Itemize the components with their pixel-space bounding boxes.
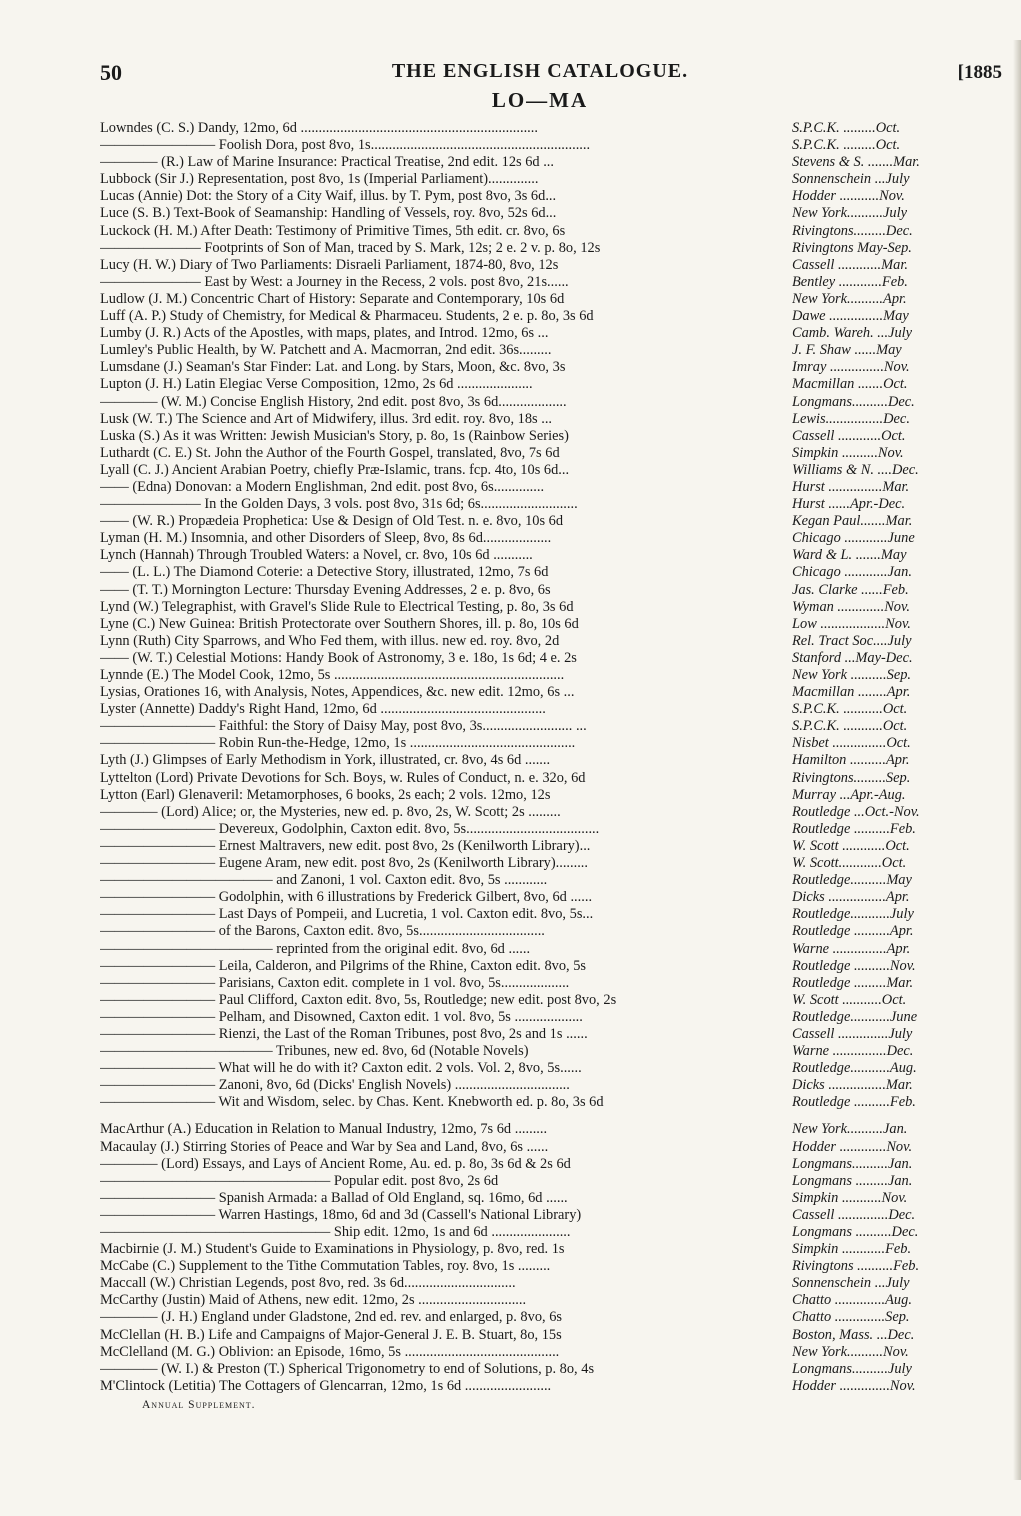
catalogue-entry: [100, 975, 980, 992]
entry-publisher-date: Hodder .............Nov.: [792, 1138, 913, 1155]
page-header: [100, 60, 1002, 88]
entry-description: ———————— Wit and Wisdom, selec. by Chas. Kent. Knebworth ed. p. 8o, 3s 6d: [100, 1094, 604, 1111]
entry-description: Luckock (H. M.) After Death: Testimony of Primitive Times, 5th edit. cr. 8vo, 6s: [100, 222, 566, 239]
entry-publisher-date: W. Scott............Oct.: [792, 855, 907, 872]
entry-description: Lyster (Annette) Daddy's Right Hand, 12mo, 6d ..............................................: [100, 701, 546, 718]
entry-publisher-date: Simpkin ..........Nov.: [792, 444, 904, 461]
entry-description: ——————— In the Golden Days, 3 vols. post 8vo, 31s 6d; 6s...........................: [100, 496, 578, 513]
entry-publisher-date: Macmillan ........Apr.: [792, 684, 911, 701]
catalogue-entry: [100, 359, 980, 376]
entry-description: McCarthy (Justin) Maid of Athens, new edit. 12mo, 2s ..............................: [100, 1292, 527, 1309]
entry-publisher-date: Longmans..........Dec.: [792, 393, 915, 410]
entry-publisher-date: Chicago ............June: [792, 530, 915, 547]
entry-description: ———————— Zanoni, 8vo, 6d (Dicks' English Novels) ................................: [100, 1077, 570, 1094]
entry-description: ———————— Parisians, Caxton edit. complete in 1 vol. 8vo, 5s...................: [100, 974, 570, 991]
entry-publisher-date: Simpkin ...........Nov.: [792, 1189, 908, 1206]
catalogue-entry: [100, 1344, 980, 1361]
catalogue-entry: [100, 240, 980, 257]
catalogue-entry: [100, 821, 980, 838]
catalogue-entry: [100, 308, 980, 325]
entry-description: ———————————— Tribunes, new ed. 8vo, 6d (Notable Novels): [100, 1043, 529, 1060]
entry-description: Lytton (Earl) Glenaveril: Metamorphoses, 6 books, 2s each; 2 vols. 12mo, 12s: [100, 786, 551, 803]
entry-list: [100, 120, 980, 1395]
entry-publisher-date: Low ..................Nov.: [792, 615, 911, 632]
entry-description: Lubbock (Sir J.) Representation, post 8vo, 1s (Imperial Parliament)..............: [100, 171, 539, 188]
entry-description: Lysias, Orationes 16, with Analysis, Notes, Appendices, &c. new edit. 12mo, 6s ...: [100, 684, 575, 701]
entry-description: ———————— Faithful: the Story of Daisy May, post 8vo, 3s......................... ...: [100, 718, 587, 735]
signature-mark: Annual Supplement.: [142, 1398, 256, 1411]
entry-description: M'Clintock (Letitia) The Cottagers of Glencarran, 12mo, 1s 6d ........................: [100, 1377, 552, 1394]
catalogue-entry: [100, 530, 980, 547]
catalogue-entry: [100, 188, 980, 205]
entry-publisher-date: Imray ...............Nov.: [792, 359, 910, 376]
catalogue-entry: [100, 1224, 980, 1241]
entry-description: McClellan (H. B.) Life and Campaigns of Major-General J. E. B. Stuart, 8o, 15s: [100, 1326, 562, 1343]
entry-description: Luff (A. P.) Study of Chemistry, for Medical & Pharmaceu. Students, 2 e. p. 8o, 3s 6d: [100, 308, 594, 325]
catalogue-entry: [100, 1094, 980, 1111]
entry-description: McCabe (C.) Supplement to the Tithe Commutation Tables, roy. 8vo, 1s .........: [100, 1258, 551, 1275]
entry-publisher-date: Dicks ................Apr.: [792, 889, 910, 906]
page-number: 50: [100, 60, 122, 85]
entry-description: ———————— Ernest Maltravers, new edit. post 8vo, 2s (Kenilworth Library)...: [100, 837, 591, 854]
entry-publisher-date: Dicks ................Mar.: [792, 1077, 913, 1094]
catalogue-entry: [100, 770, 980, 787]
catalogue-entry: [100, 1327, 980, 1344]
entry-description: ———— (J. H.) England under Gladstone, 2nd ed. rev. and enlarged, p. 8vo, 6s: [100, 1309, 563, 1326]
entry-description: ———————— What will he do with it? Caxton edit. 2 vols. Vol. 2, 8vo, 5s......: [100, 1060, 582, 1077]
entry-description: Lynn (Ruth) City Sparrows, and Who Fed them, with illus. new ed. roy. 8vo, 2d: [100, 632, 560, 649]
catalogue-entry: [100, 667, 980, 684]
entry-publisher-date: Rivingtons May-Sep.: [792, 239, 912, 256]
entry-publisher-date: Williams & N. ....Dec.: [792, 461, 919, 478]
entry-publisher-date: Routledge ...Oct.-Nov.: [792, 803, 920, 820]
catalogue-entry: [100, 923, 980, 940]
catalogue-entry: [100, 274, 980, 291]
entry-description: ———————— Spanish Armada: a Ballad of Old England, sq. 16mo, 6d ......: [100, 1189, 568, 1206]
entry-publisher-date: New York ..........Sep.: [792, 667, 911, 683]
entry-description: Maccall (W.) Christian Legends, post 8vo, red. 3s 6d...............................: [100, 1275, 516, 1292]
entry-publisher-date: Boston, Mass. ...Dec.: [792, 1326, 915, 1343]
entry-publisher-date: Routledge ..........Apr.: [792, 923, 914, 940]
entry-description: Lyman (H. M.) Insomnia, and other Disorders of Sleep, 8vo, 8s 6d...................: [100, 530, 552, 547]
entry-publisher-date: New York..........Jan.: [792, 1121, 908, 1138]
catalogue-entry: [100, 752, 980, 769]
catalogue-entry: [100, 547, 980, 564]
catalogue-entry: [100, 1043, 980, 1060]
catalogue-entry: [100, 1309, 980, 1326]
catalogue-entry: [100, 1361, 980, 1378]
entry-description: Ludlow (J. M.) Concentric Chart of History: Separate and Contemporary, 10s 6d: [100, 290, 565, 307]
entry-description: MacArthur (A.) Education in Relation to Manual Industry, 12mo, 7s 6d .........: [100, 1121, 548, 1138]
entry-description: Luska (S.) As it was Written: Jewish Musician's Story, p. 8o, 1s (Rainbow Series): [100, 427, 569, 444]
entry-description: McClelland (M. G.) Oblivion: an Episode, 16mo, 5s ...........................................: [100, 1343, 560, 1360]
entry-publisher-date: Sonnenschein ...July: [792, 1275, 910, 1292]
entry-publisher-date: Routledge ..........Feb.: [792, 820, 916, 837]
entry-publisher-date: Longmans..........July: [792, 1360, 912, 1377]
catalogue-entry: [100, 513, 980, 530]
entry-publisher-date: Routledge .........Mar.: [792, 974, 914, 991]
catalogue-entry: [100, 906, 980, 923]
catalogue-entry: [100, 257, 980, 274]
catalogue-entry: [100, 479, 980, 496]
catalogue-page: [100, 60, 1002, 1411]
entry-description: Lynd (W.) Telegraphist, with Gravel's Slide Rule to Electrical Testing, p. 8o, 3s 6d: [100, 598, 574, 615]
entry-publisher-date: Wyman .............Nov.: [792, 598, 910, 615]
entry-publisher-date: Routledge..........May: [792, 872, 912, 889]
entry-publisher-date: Hodder ...........Nov.: [792, 188, 905, 205]
catalogue-entry: [100, 718, 980, 735]
catalogue-entry: [100, 171, 980, 188]
entry-publisher-date: Macmillan .......Oct.: [792, 376, 908, 393]
catalogue-entry: [100, 342, 980, 359]
catalogue-entry: [100, 1060, 980, 1077]
catalogue-entry: [100, 291, 980, 308]
entry-publisher-date: Longmans..........Jan.: [792, 1155, 913, 1172]
entry-publisher-date: Warne ...............Dec.: [792, 1043, 914, 1060]
entry-description: Macaulay (J.) Stirring Stories of Peace and War by Sea and Land, 8vo, 6s ......: [100, 1138, 549, 1155]
entry-publisher-date: W. Scott ...........Oct.: [792, 991, 907, 1008]
catalogue-entry: [100, 1173, 980, 1190]
catalogue-entry: [100, 411, 980, 428]
catalogue-entry: [100, 701, 980, 718]
catalogue-entry: [100, 205, 980, 222]
entry-description: ———— (Lord) Alice; or, the Mysteries, new ed. p. 8vo, 2s, W. Scott; 2s .........: [100, 803, 561, 820]
catalogue-entry: [100, 1121, 980, 1138]
entry-description: ———————————— and Zanoni, 1 vol. Caxton edit. 8vo, 5s ............: [100, 872, 548, 889]
entry-publisher-date: Routledge...........June: [792, 1008, 918, 1025]
entry-description: ———————— Pelham, and Disowned, Caxton edit. 1 vol. 8vo, 5s ...................: [100, 1008, 583, 1025]
entry-description: ——————— Footprints of Son of Man, traced by S. Mark, 12s; 2 e. 2 v. p. 8o, 12s: [100, 239, 601, 256]
entry-description: Lyall (C. J.) Ancient Arabian Poetry, chiefly Præ-Islamic, trans. fcp. 4to, 10s 6d...: [100, 461, 570, 478]
catalogue-entry: [100, 633, 980, 650]
entry-publisher-date: W. Scott ............Oct.: [792, 837, 910, 854]
entry-description: ———————————— reprinted from the original edit. 8vo, 6d ......: [100, 940, 531, 957]
entry-description: Lowndes (C. S.) Dandy, 12mo, 6d ..................................................................: [100, 120, 538, 136]
catalogue-entry: [100, 958, 980, 975]
entry-description: —— (T. T.) Mornington Lecture: Thursday Evening Addresses, 2 e. p. 8vo, 6s: [100, 581, 551, 598]
entry-publisher-date: Murray ...Apr.-Aug.: [792, 786, 906, 803]
entry-description: Lumby (J. R.) Acts of the Apostles, with maps, plates, and Introd. 12mo, 6s ...: [100, 325, 549, 342]
entry-publisher-date: Hurst ......Apr.-Dec.: [792, 496, 906, 513]
entry-description: Lyth (J.) Glimpses of Early Methodism in York, illustrated, cr. 8vo, 4s 6d .......: [100, 752, 551, 769]
entry-publisher-date: Bentley ............Feb.: [792, 273, 908, 290]
entry-description: ———————— of the Barons, Caxton edit. 8vo, 5s...................................: [100, 923, 545, 940]
entry-description: Lumley's Public Health, by W. Patchett and A. Macmorran, 2nd edit. 36s.........: [100, 342, 552, 359]
catalogue-entry: [100, 855, 980, 872]
entry-publisher-date: Routledge ..........Nov.: [792, 957, 916, 974]
entry-publisher-date: Rel. Tract Soc....July: [792, 632, 912, 649]
entry-publisher-date: Routledge...........Aug.: [792, 1060, 917, 1077]
catalogue-entry: [100, 1009, 980, 1026]
entry-publisher-date: New York..........Apr.: [792, 290, 907, 307]
entry-publisher-date: Kegan Paul.......Mar.: [792, 513, 913, 530]
entry-description: ———————— Paul Clifford, Caxton edit. 8vo, 5s, Routledge; new edit. post 8vo, 2s: [100, 991, 617, 1008]
catalogue-entry: [100, 154, 980, 171]
entry-publisher-date: Chatto ..............Sep.: [792, 1309, 910, 1326]
catalogue-entry: [100, 616, 980, 633]
entry-description: ——————— East by West: a Journey in the Recess, 2 vols. post 8vo, 21s......: [100, 273, 569, 290]
entry-publisher-date: Hurst ...............Mar.: [792, 478, 910, 495]
catalogue-entry: [100, 599, 980, 616]
entry-publisher-date: Lewis................Dec.: [792, 410, 910, 427]
entry-description: Luce (S. B.) Text-Book of Seamanship: Handling of Vessels, roy. 8vo, 52s 6d...: [100, 205, 557, 222]
page-edge-shadow: [1013, 40, 1021, 1480]
entry-publisher-date: Chicago ............Jan.: [792, 564, 912, 581]
entry-description: —— (Edna) Donovan: a Modern Englishman, 2nd edit. post 8vo, 6s..............: [100, 478, 545, 495]
entry-description: Lucy (H. W.) Diary of Two Parliaments: Disraeli Parliament, 1874-80, 8vo, 12s: [100, 256, 559, 273]
entry-description: ———————— Last Days of Pompeii, and Lucretia, 1 vol. Caxton edit. 8vo, 5s...: [100, 906, 594, 923]
entry-publisher-date: New York..........Nov.: [792, 1343, 909, 1360]
entry-publisher-date: J. F. Shaw ......May: [792, 342, 902, 359]
catalogue-entry: [100, 137, 980, 154]
entry-publisher-date: New York..........July: [792, 205, 907, 222]
entry-publisher-date: Warne ...............Apr.: [792, 940, 911, 957]
entry-publisher-date: S.P.C.K. .........Oct.: [792, 137, 901, 154]
entry-publisher-date: Cassell ............Mar.: [792, 256, 908, 273]
catalogue-entry: [100, 120, 980, 137]
entry-description: ———————— Leila, Calderon, and Pilgrims of the Rhine, Caxton edit. 8vo, 5s: [100, 957, 587, 974]
entry-publisher-date: Cassell ............Oct.: [792, 427, 906, 444]
catalogue-entry: [100, 394, 980, 411]
entry-description: Lusk (W. T.) The Science and Art of Midwifery, illus. 3rd edit. roy. 8vo, 18s ...: [100, 410, 553, 427]
catalogue-entry: [100, 223, 980, 240]
entry-publisher-date: Hamilton ..........Apr.: [792, 752, 910, 769]
catalogue-entry: [100, 582, 980, 599]
entry-publisher-date: Chatto ..............Aug.: [792, 1292, 912, 1309]
entry-publisher-date: Stanford ...May-Dec.: [792, 649, 913, 666]
entry-publisher-date: Rivingtons.........Sep.: [792, 769, 911, 786]
entry-publisher-date: Ward & L. .......May: [792, 547, 907, 564]
catalogue-entry: [100, 462, 980, 479]
entry-description: ———————— Godolphin, with 6 illustrations by Frederick Gilbert, 8vo, 6d ......: [100, 889, 593, 906]
entry-publisher-date: Camb. Wareh. ...July: [792, 325, 913, 342]
catalogue-entry: [100, 496, 980, 513]
catalogue-entry: [100, 1026, 980, 1043]
entry-description: Lyttelton (Lord) Private Devotions for Sch. Boys, w. Rules of Conduct, n. e. 32o, 6d: [100, 769, 586, 786]
catalogue-entry: [100, 650, 980, 667]
entry-publisher-date: Dawe ...............May: [792, 308, 909, 325]
entry-description: ———————— Foolish Dora, post 8vo, 1s.............................................................: [100, 137, 591, 154]
entry-description: ———————— Devereux, Godolphin, Caxton edit. 8vo, 5s.....................................: [100, 820, 600, 837]
entry-description: —— (W. R.) Propædeia Prophetica: Use & Design of Old Test. n. e. 8vo, 10s 6d: [100, 513, 564, 530]
entry-description: Lynnde (E.) The Model Cook, 12mo, 5s ................................................................: [100, 667, 565, 683]
entry-description: —— (W. T.) Celestial Motions: Handy Book of Astronomy, 3 e. 18o, 1s 6d; 4 e. 2s: [100, 649, 577, 666]
page-title: THE ENGLISH CATALOGUE.: [391, 60, 689, 82]
entry-description: Luthardt (C. E.) St. John the Author of the Fourth Gospel, translated, 8vo, 7s 6d: [100, 444, 560, 461]
entry-description: ———————————————— Popular edit. post 8vo, 2s 6d: [100, 1172, 499, 1189]
entry-description: ———————— Eugene Aram, new edit. post 8vo, 2s (Kenilworth Library).........: [100, 855, 589, 872]
entry-publisher-date: Hodder ..............Nov.: [792, 1377, 916, 1394]
entry-publisher-date: S.P.C.K. ...........Oct.: [792, 701, 908, 718]
entry-description: ———— (Lord) Essays, and Lays of Ancient Rome, Au. ed. p. 8o, 3s 6d & 2s 6d: [100, 1155, 571, 1172]
catalogue-entry: [100, 1275, 980, 1292]
entry-description: Lucas (Annie) Dot: the Story of a City Waif, illus. by T. Pym, post 8vo, 3s 6d...: [100, 188, 557, 205]
catalogue-entry: [100, 1378, 980, 1395]
entry-publisher-date: Simpkin ............Feb.: [792, 1241, 912, 1258]
catalogue-entry: [100, 838, 980, 855]
entry-description: ———— (W. M.) Concise English History, 2nd edit. post 8vo, 3s 6d...................: [100, 393, 567, 410]
entry-description: ———— (R.) Law of Marine Insurance: Practical Treatise, 2nd edit. 12s 6d ...: [100, 154, 555, 171]
entry-publisher-date: S.P.C.K. .........Oct.: [792, 120, 901, 136]
entry-publisher-date: Routledge...........July: [792, 906, 914, 923]
catalogue-entry: [100, 1139, 980, 1156]
entry-publisher-date: Sonnenschein ...July: [792, 171, 910, 188]
catalogue-entry: [100, 1156, 980, 1173]
entry-description: ———————— Robin Run-the-Hedge, 12mo, 1s ..............................................: [100, 735, 576, 752]
catalogue-entry: [100, 1241, 980, 1258]
entry-publisher-date: Nisbet ...............Oct.: [792, 735, 911, 752]
catalogue-entry: [100, 941, 980, 958]
catalogue-entry: [100, 787, 980, 804]
catalogue-entry: [100, 992, 980, 1009]
catalogue-entry: [100, 804, 980, 821]
entry-description: Lumsdane (J.) Seaman's Star Finder: Lat. and Long. by Stars, Moon, &c. 8vo, 3s: [100, 359, 566, 376]
entry-description: Lynch (Hannah) Through Troubled Waters: a Novel, cr. 8vo, 10s 6d ...........: [100, 547, 533, 564]
catalogue-entry: [100, 1292, 980, 1309]
entry-publisher-date: S.P.C.K. ...........Oct.: [792, 718, 908, 735]
entry-publisher-date: Jas. Clarke ......Feb.: [792, 581, 909, 598]
entry-description: ———————— Warren Hastings, 18mo, 6d and 3d (Cassell's National Library): [100, 1206, 582, 1223]
entry-description: Lyne (C.) New Guinea: British Protectorate over Southern Shores, ill. p. 8o, 10s 6d: [100, 615, 579, 632]
catalogue-entry: [100, 872, 980, 889]
entry-description: —— (L. L.) The Diamond Coterie: a Detective Story, illustrated, 12mo, 7s 6d: [100, 564, 549, 581]
entry-publisher-date: Cassell ..............July: [792, 1025, 913, 1042]
entry-publisher-date: Stevens & S. .......Mar.: [792, 154, 920, 171]
entry-publisher-date: Rivingtons ..........Feb.: [792, 1258, 920, 1275]
entry-description: ———————————————— Ship edit. 12mo, 1s and 6d ......................: [100, 1224, 571, 1240]
entry-publisher-date: Cassell ..............Dec.: [792, 1206, 916, 1223]
section-heading: LO—MA: [491, 88, 589, 112]
entry-publisher-date: Rivingtons.........Dec.: [792, 222, 913, 239]
catalogue-entry: [100, 1077, 980, 1094]
catalogue-entry: [100, 325, 980, 342]
catalogue-entry: [100, 445, 980, 462]
catalogue-entry: [100, 889, 980, 906]
entry-publisher-date: Routledge ..........Feb.: [792, 1094, 916, 1111]
catalogue-entry: [100, 428, 980, 445]
page-year: [1885: [957, 62, 1002, 83]
entry-description: Lupton (J. H.) Latin Elegiac Verse Composition, 12mo, 2s 6d .....................: [100, 376, 533, 393]
entry-description: ———————— Rienzi, the Last of the Roman Tribunes, post 8vo, 2s and 1s ......: [100, 1025, 588, 1042]
catalogue-entry: [100, 376, 980, 393]
entry-publisher-date: Longmans .........Jan.: [792, 1172, 913, 1189]
entry-description: Macbirnie (J. M.) Student's Guide to Examinations in Physiology, p. 8vo, red. 1s: [100, 1241, 565, 1258]
entry-description: ———— (W. I.) & Preston (T.) Spherical Trigonometry to end of Solutions, p. 8o, 4s: [100, 1360, 595, 1377]
catalogue-entry: [100, 735, 980, 752]
catalogue-entry: [100, 1258, 980, 1275]
entry-publisher-date: Longmans ..........Dec.: [792, 1224, 919, 1240]
catalogue-entry: [100, 564, 980, 581]
catalogue-entry: [100, 684, 980, 701]
catalogue-entry: [100, 1207, 980, 1224]
catalogue-entry: [100, 1190, 980, 1207]
section-gap: [100, 1111, 980, 1121]
